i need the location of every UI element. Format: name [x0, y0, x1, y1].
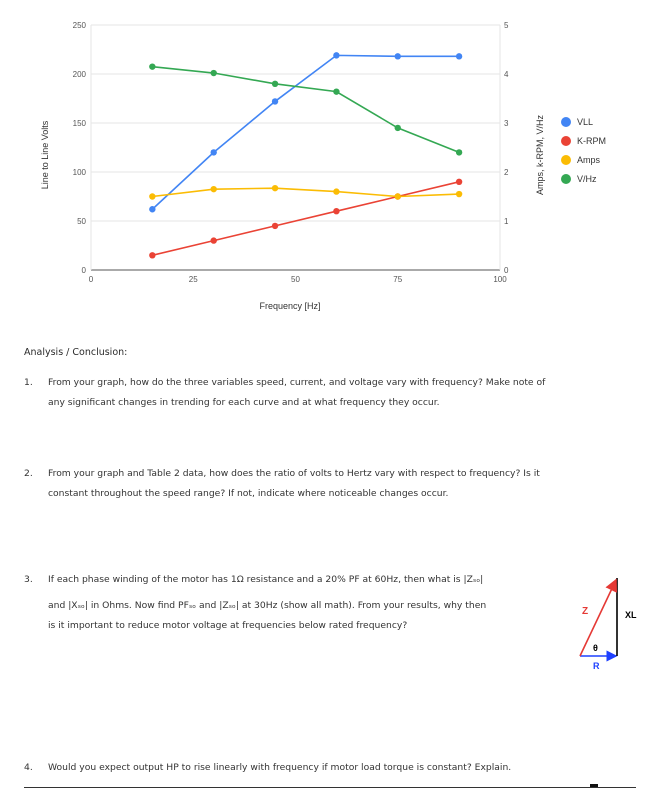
data-point-amps [211, 186, 217, 192]
xl-label: XL [625, 610, 637, 620]
question-number: 2. [24, 468, 33, 479]
y-left-tick-label: 100 [72, 168, 86, 177]
y-right-tick-label: 4 [504, 70, 509, 79]
chart-series [149, 52, 462, 258]
data-point-v-hz [456, 149, 462, 155]
y-left-tick-label: 50 [77, 217, 86, 226]
data-point-vll [211, 149, 217, 155]
y-right-tick-label: 5 [504, 21, 509, 30]
y-left-tick-label: 0 [81, 266, 86, 275]
x-tick-label: 100 [493, 275, 507, 284]
theta-label: θ [593, 643, 598, 653]
question-number: 1. [24, 377, 33, 388]
impedance-triangle-diagram [560, 568, 650, 672]
question-text: is it important to reduce motor voltage at frequencies below rated frequency? [48, 620, 408, 631]
data-point-v-hz [272, 81, 278, 87]
question-text: any significant changes in trending for each curve and at what frequency they occur. [48, 397, 440, 408]
data-point-k-rpm [211, 237, 217, 243]
analysis-heading: Analysis / Conclusion: [24, 347, 128, 358]
series-line-v-hz [152, 67, 459, 153]
y-right-tick-label: 3 [504, 119, 509, 128]
y-left-tick-label: 200 [72, 70, 86, 79]
data-point-v-hz [333, 88, 339, 94]
chart-axes [91, 25, 500, 270]
x-tick-label: 25 [188, 275, 198, 284]
data-point-vll [456, 53, 462, 59]
question-3 [24, 570, 564, 634]
series-line-vll [152, 55, 459, 209]
data-point-amps [272, 185, 278, 191]
legend-marker-amps [561, 155, 571, 165]
y-right-tick-label: 2 [504, 168, 509, 177]
data-point-v-hz [211, 70, 217, 76]
r-label: R [593, 661, 600, 671]
question-text: From your graph and Table 2 data, how does the ratio of volts to Hertz vary with respect to frequency? Is it [48, 468, 540, 479]
data-point-vll [395, 53, 401, 59]
chart-legend [561, 117, 606, 184]
data-point-vll [333, 52, 339, 58]
y-left-tick-label: 250 [72, 21, 86, 30]
question-2 [24, 464, 644, 508]
data-point-amps [149, 193, 155, 199]
y-right-tick-label: 1 [504, 217, 509, 226]
data-point-v-hz [149, 63, 155, 69]
legend-marker-v-hz [561, 174, 571, 184]
data-point-amps [456, 191, 462, 197]
series-line-k-rpm [152, 182, 459, 256]
y-left-ticks [73, 21, 87, 275]
data-point-amps [333, 188, 339, 194]
x-axis-title: Frequency [Hz] [259, 301, 321, 311]
y-left-axis-title: Line to Line Volts [40, 120, 50, 190]
y-right-axis-title: Amps, k-RPM, V/Hz [535, 114, 545, 196]
legend-label-v-hz: V/Hz [577, 174, 597, 184]
chart-gridlines [91, 25, 500, 270]
question-text: and |Xₛₒ| in Ohms. Now find PFₛₒ and |Zₛₒ| at 30Hz (show all math). From your results, why then [48, 600, 487, 611]
x-tick-label: 75 [393, 275, 403, 284]
x-ticks [89, 275, 507, 284]
data-point-amps [395, 193, 401, 199]
data-point-vll [272, 98, 278, 104]
data-point-k-rpm [333, 208, 339, 214]
legend-marker-k-rpm [561, 136, 571, 146]
question-4 [24, 758, 644, 780]
question-number: 4. [24, 762, 33, 773]
data-point-k-rpm [149, 252, 155, 258]
question-1 [24, 373, 644, 417]
question-text: From your graph, how do the three variables speed, current, and voltage vary with frequency? Make note of [48, 377, 546, 388]
rule-mark [590, 784, 598, 787]
legend-label-vll: VLL [577, 117, 594, 127]
legend-label-amps: Amps [577, 155, 601, 165]
question-text: Would you expect output HP to rise linearly with frequency if motor load torque is constant? Explain. [48, 762, 512, 773]
data-point-vll [149, 206, 155, 212]
x-tick-label: 50 [291, 275, 300, 284]
y-right-ticks [504, 21, 509, 275]
question-number: 3. [24, 574, 33, 585]
line-chart [0, 0, 668, 330]
legend-marker-vll [561, 117, 571, 127]
y-left-tick-label: 150 [72, 119, 86, 128]
z-label: Z [582, 606, 589, 617]
data-point-k-rpm [456, 179, 462, 185]
x-tick-label: 0 [88, 275, 94, 284]
question-text: If each phase winding of the motor has 1Ω resistance and a 20% PF at 60Hz, then what is |Zₛₒ| [48, 574, 484, 585]
impedance-vector [580, 580, 616, 656]
data-point-k-rpm [272, 223, 278, 229]
question-text: constant throughout the speed range? If not, indicate where noticeable changes occur. [48, 488, 449, 499]
y-right-tick-label: 0 [504, 266, 509, 275]
data-point-v-hz [395, 125, 401, 131]
answer-rule [24, 787, 636, 788]
legend-label-k-rpm: K-RPM [577, 136, 606, 146]
